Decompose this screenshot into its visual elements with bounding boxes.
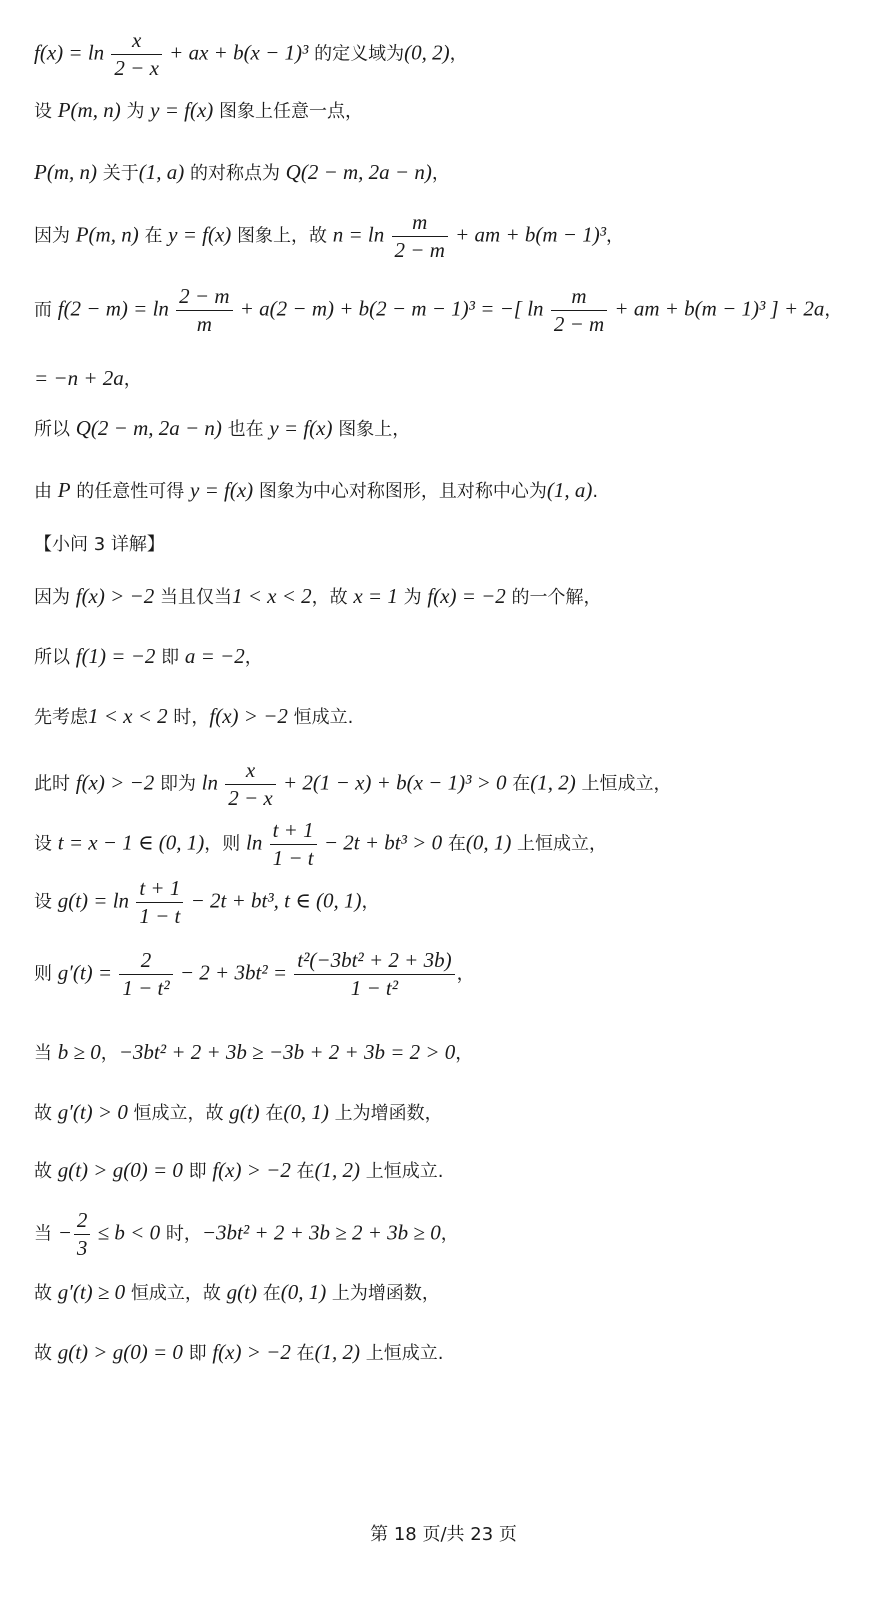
math-expression: g(t) — [226, 1280, 257, 1304]
math-expression: f(x) > −2 — [75, 770, 155, 795]
math-expression: (1, 2) — [530, 770, 576, 795]
text-segment: 图象上任意一点， — [213, 101, 364, 122]
fraction-numerator: 2 — [119, 948, 172, 975]
math-expression: − — [57, 1220, 72, 1245]
text-segment: 图象上，故 — [231, 225, 333, 247]
solution-line — [34, 1280, 867, 1305]
math-expression: ln — [201, 770, 224, 795]
fraction-numerator: m — [551, 284, 607, 311]
text-segment: ， — [123, 369, 142, 390]
math-expression: f(2 − m) = ln — [57, 296, 175, 321]
math-expression: g′(t) > 0 — [57, 1100, 128, 1124]
fraction-denominator: 1 − t — [139, 904, 181, 929]
math-expression: t = x − 1 ∈ (0, 1) — [57, 830, 205, 855]
text-segment: ， — [361, 891, 380, 913]
text-segment: 上为增函数， — [326, 1283, 440, 1304]
text-segment: 故 — [34, 1283, 58, 1304]
text-segment: ， — [244, 647, 263, 668]
text-segment: 上恒成立， — [575, 773, 672, 795]
fraction-numerator: m — [392, 210, 448, 237]
math-expression: y = f(x) — [150, 98, 214, 122]
text-segment: 所以 — [34, 647, 76, 668]
math-expression: (0, 1) — [283, 1100, 329, 1124]
text-segment: 则 — [34, 963, 58, 985]
math-expression: n = ln — [332, 222, 390, 247]
text-segment: 此时 — [34, 773, 76, 795]
text-segment: ， — [456, 963, 475, 985]
section-heading — [34, 534, 867, 556]
math-expression: ln — [246, 830, 268, 855]
fraction — [294, 948, 454, 1001]
math-expression: f(x) > −2 — [212, 1340, 291, 1364]
math-expression: (1, 2) — [314, 1340, 361, 1364]
text-segment: ， — [824, 299, 843, 321]
text-segment: 即 — [155, 647, 185, 668]
fraction-numerator: 2 − m — [176, 284, 232, 311]
text-segment: 为 — [397, 587, 428, 608]
math-expression: f(x) > −2 — [75, 584, 155, 608]
math-expression: = −n + 2a — [34, 366, 124, 390]
text-segment: 设 — [34, 101, 58, 122]
text-segment: 所以 — [34, 419, 76, 440]
fraction — [392, 210, 448, 263]
solution-line — [34, 160, 867, 185]
solution-line — [34, 1340, 867, 1365]
text-segment: 恒成立. — [287, 707, 354, 728]
text-segment: 上恒成立. — [360, 1161, 444, 1182]
solution-line — [34, 644, 867, 669]
text-segment: 图象上， — [332, 419, 411, 440]
text-segment: 在 — [290, 1161, 315, 1182]
math-expression: g(t) = ln — [57, 888, 135, 913]
text-segment: 即 — [182, 1161, 213, 1182]
fraction-denominator: 1 − t² — [350, 976, 399, 1001]
text-segment: 关于 — [96, 163, 139, 184]
text-segment: 上为增函数， — [328, 1103, 443, 1124]
fraction-numerator: t + 1 — [136, 876, 183, 903]
math-expression: y = f(x) — [168, 222, 232, 247]
text-segment: 的定义域为 — [308, 43, 405, 65]
fraction-numerator: x — [111, 28, 162, 55]
solution-line — [34, 210, 867, 263]
solution-line — [34, 366, 867, 391]
fraction-denominator: 3 — [76, 1236, 88, 1261]
math-expression: + am + b(m − 1)³ — [449, 222, 607, 247]
text-segment: ，故 — [311, 587, 354, 608]
text-segment: ， — [431, 163, 450, 184]
math-expression: + am + b(m − 1)³ ] + 2a — [609, 296, 825, 321]
text-segment: 故 — [34, 1103, 58, 1124]
text-segment: 的一个解， — [505, 587, 602, 608]
math-expression: P(m, n) — [75, 222, 139, 247]
math-expression: f(x) = ln — [34, 40, 110, 65]
text-segment: 在 — [506, 773, 531, 795]
fraction-denominator: 2 − x — [228, 786, 273, 811]
fraction-denominator: m — [196, 312, 212, 337]
text-segment: ，则 — [204, 833, 246, 855]
fraction — [225, 758, 276, 811]
math-expression: − 2 + 3bt² = — [174, 960, 293, 985]
fraction — [176, 284, 232, 337]
text-segment: 因为 — [34, 587, 76, 608]
math-expression: g(t) > g(0) = 0 — [57, 1340, 183, 1364]
fraction — [136, 876, 183, 929]
text-segment: 在 — [138, 225, 169, 247]
fraction-numerator: 2 — [74, 1208, 91, 1235]
text-segment: 为 — [120, 101, 151, 122]
fraction — [551, 284, 607, 337]
text-segment: 由 — [34, 481, 58, 502]
text-segment: 先考虑 — [34, 707, 88, 728]
text-segment: 即为 — [154, 773, 202, 795]
text-segment: 时， — [160, 1223, 202, 1245]
math-expression: (1, a) — [138, 160, 185, 184]
text-segment: 的任意性可得 — [70, 481, 191, 502]
math-expression: y = f(x) — [190, 478, 254, 502]
text-segment: 【小问 3 详解】 — [34, 534, 165, 555]
text-segment: 在 — [256, 1283, 281, 1304]
solution-line — [34, 1040, 867, 1065]
text-segment: 在 — [290, 1343, 315, 1364]
solution-line — [34, 1158, 867, 1183]
text-segment: 也在 — [221, 419, 270, 440]
math-expression: (0, 1) — [280, 1280, 327, 1304]
text-segment: . — [592, 481, 599, 502]
math-expression: − 2t + bt³ > 0 — [318, 830, 443, 855]
page-footer: 第 18 页/共 23 页 — [370, 1524, 517, 1545]
math-expression: (0, 2) — [404, 40, 450, 65]
solution-line — [34, 478, 867, 503]
math-expression: x = 1 — [353, 584, 398, 608]
solution-line — [34, 98, 867, 123]
fraction-numerator: t²(−3bt² + 2 + 3b) — [294, 948, 454, 975]
math-expression: (1, 2) — [314, 1158, 361, 1182]
math-expression: b ≥ 0 — [57, 1040, 101, 1064]
text-segment: 图象为中心对称图形，且对称中心为 — [253, 481, 547, 502]
text-segment: 设 — [34, 833, 58, 855]
math-expression: g(t) > g(0) = 0 — [57, 1158, 183, 1182]
math-expression: P — [57, 478, 71, 502]
solution-line — [34, 284, 867, 337]
text-segment: 上恒成立. — [360, 1343, 444, 1364]
math-expression: f(x) > −2 — [209, 704, 288, 728]
math-expression: g′(t) = — [57, 960, 118, 985]
math-expression: f(x) > −2 — [212, 1158, 291, 1182]
math-expression: Q(2 − m, 2a − n) — [75, 416, 222, 440]
text-segment: 即 — [182, 1343, 213, 1364]
fraction-denominator: 1 − t — [272, 846, 314, 871]
math-expression: f(x) = −2 — [427, 584, 506, 608]
solution-line — [34, 1100, 867, 1125]
text-segment: 当且仅当 — [154, 587, 232, 608]
solution-line — [34, 704, 867, 729]
math-expression: a = −2 — [184, 644, 245, 668]
text-segment: 时， — [167, 707, 210, 728]
text-segment: ， — [440, 1223, 459, 1245]
math-expression: g′(t) ≥ 0 — [57, 1280, 126, 1304]
solution-line — [34, 1208, 867, 1261]
solution-line — [34, 876, 867, 929]
text-segment: 而 — [34, 299, 58, 321]
text-segment: ， — [449, 43, 468, 65]
math-expression: P(m, n) — [57, 98, 121, 122]
text-segment: 故 — [34, 1343, 58, 1364]
fraction-numerator: x — [225, 758, 276, 785]
text-segment: ， — [606, 225, 625, 247]
math-expression: 1 < x < 2 — [231, 584, 312, 608]
fraction — [119, 948, 172, 1001]
text-segment: 在 — [259, 1103, 284, 1124]
math-expression: + a(2 − m) + b(2 − m − 1)³ = −[ — [234, 296, 522, 321]
text-segment: 上恒成立， — [511, 833, 608, 855]
fraction-denominator: 2 − x — [114, 56, 159, 81]
solution-line — [34, 584, 867, 609]
fraction-denominator: 2 − m — [553, 312, 605, 337]
text-segment: 当 — [34, 1223, 58, 1245]
text-segment: 恒成立，故 — [125, 1283, 227, 1304]
math-expression: − 2t + bt³, t ∈ (0, 1) — [185, 888, 362, 913]
math-expression: g(t) — [229, 1100, 260, 1124]
solution-line — [34, 28, 867, 81]
text-segment: 故 — [34, 1161, 58, 1182]
math-expression: + ax + b(x − 1)³ — [163, 40, 309, 65]
fraction — [270, 818, 317, 871]
math-expression: ln — [521, 296, 549, 321]
math-expression: f(1) = −2 — [75, 644, 156, 668]
text-segment: 恒成立，故 — [127, 1103, 230, 1124]
fraction-denominator: 2 − m — [394, 238, 445, 263]
text-segment: 的对称点为 — [184, 163, 286, 184]
math-expression: Q(2 − m, 2a − n) — [285, 160, 432, 184]
fraction-numerator: t + 1 — [270, 818, 317, 845]
fraction-denominator: 1 − t² — [122, 976, 170, 1001]
text-segment: 当 — [34, 1043, 58, 1064]
math-expression: (1, a) — [546, 478, 593, 502]
math-expression: P(m, n) — [34, 160, 97, 184]
fraction — [111, 28, 162, 81]
math-expression: y = f(x) — [269, 416, 333, 440]
math-expression: −3bt² + 2 + 3b ≥ −3b + 2 + 3b = 2 > 0 — [118, 1040, 456, 1064]
solution-line — [34, 758, 867, 811]
solution-line — [34, 948, 867, 1001]
text-segment: 设 — [34, 891, 58, 913]
math-expression: 1 < x < 2 — [88, 704, 168, 728]
fraction — [74, 1208, 91, 1261]
text-segment: ， — [100, 1043, 119, 1064]
text-segment: 因为 — [34, 225, 76, 247]
math-expression: + 2(1 − x) + b(x − 1)³ > 0 — [277, 770, 507, 795]
math-expression: (0, 1) — [465, 830, 512, 855]
math-expression: ≤ b < 0 — [92, 1220, 161, 1245]
text-segment: ， — [455, 1043, 474, 1064]
math-expression: −3bt² + 2 + 3b ≥ 2 + 3b ≥ 0 — [201, 1220, 441, 1245]
solution-line — [34, 818, 867, 871]
solution-line — [34, 416, 867, 441]
text-segment: 在 — [442, 833, 466, 855]
